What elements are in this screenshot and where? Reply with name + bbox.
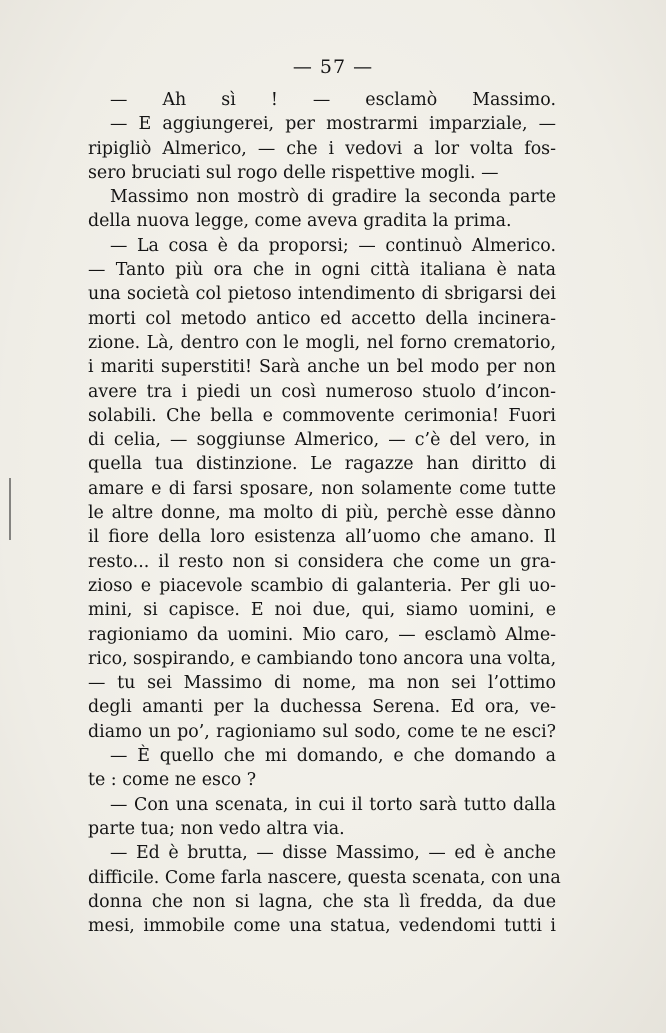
text-line: — tu sei Massimo di nome, ma non sei l’ottimo — [88, 673, 556, 694]
text-line: di celia, — soggiunse Almerico, — c’è del vero, in — [88, 430, 556, 451]
text-line: degli amanti per la duchessa Serena. Ed ora, ve- — [88, 697, 556, 718]
text-line: — Ed è brutta, — disse Massimo, — ed è anche — [110, 843, 556, 864]
text-line: una società col pietoso intendimento di sbrigarsi dei — [88, 284, 556, 305]
text-line: te : come ne esco ? — [88, 770, 257, 791]
text-line: zioso e piacevole scambio di galanteria. Per gli uo- — [88, 575, 556, 596]
text-line: quella tua distinzione. Le ragazze han diritto di — [88, 454, 556, 475]
text-line: — La cosa è da proporsi; — continuò Almerico. — [110, 235, 556, 256]
text-line: solabili. Che bella e commovente cerimonia! Fuori — [88, 405, 556, 426]
text-line: donna che non si lagna, che sta lì fredda, da due — [88, 891, 556, 912]
text-line: parte tua; non vedo altra via. — [88, 818, 345, 839]
text-line: avere tra i piedi un così numeroso stuolo d’incon- — [88, 381, 556, 402]
body-text — [88, 88, 561, 938]
text-line: zione. Là, dentro con le mogli, nel forno crematorio, — [88, 332, 556, 353]
text-line: della nuova legge, come aveva gradita la prima. — [88, 211, 512, 232]
text-line: rico, sospirando, e cambiando tono ancora una volta, — [88, 648, 557, 669]
text-line: — È quello che mi domando, e che domando a — [110, 746, 556, 767]
text-line: — E aggiungerei, per mostrarmi imparziale, — — [110, 114, 556, 135]
text-line: i mariti superstiti! Sarà anche un bel modo per non — [88, 357, 556, 378]
text-line: — Con una scenata, in cui il torto sarà tutto dalla — [110, 794, 556, 815]
margin-mark — [9, 478, 11, 540]
text-line: ripigliò Almerico, — che i vedovi a lor volta fos- — [88, 138, 556, 159]
text-line: sero bruciati sul rogo delle rispettive mogli. — — [88, 162, 499, 183]
text-line: diamo un po’, ragioniamo sul sodo, come te ne esci? — [88, 721, 556, 742]
text-line: mini, si capisce. E noi due, qui, siamo uomini, e — [88, 600, 556, 621]
page-number: — 57 — — [292, 56, 374, 78]
text-line: il fiore della loro esistenza all’uomo che amano. Il — [88, 527, 556, 548]
text-line: morti col metodo antico ed accetto della incinera- — [88, 308, 556, 329]
text-line: difficile. Come farla nascere, questa scenata, con una — [88, 867, 561, 888]
text-line: — Ah sì ! — esclamò Massimo. — [110, 90, 556, 110]
text-line: Massimo non mostrò di gradire la seconda parte — [110, 187, 556, 208]
text-line: resto... il resto non si considera che come un gra- — [88, 551, 556, 572]
text-line: ragioniamo da uomini. Mio caro, — esclamò Alme- — [88, 624, 556, 645]
text-line: mesi, immobile come una statua, vedendomi tutti i — [88, 916, 556, 937]
text-line: — Tanto più ora che in ogni città italiana è nata — [88, 260, 556, 281]
text-line: le altre donne, ma molto di più, perchè esse dànno — [88, 503, 556, 524]
text-line: amare e di farsi sposare, non solamente come tutte — [88, 478, 556, 499]
